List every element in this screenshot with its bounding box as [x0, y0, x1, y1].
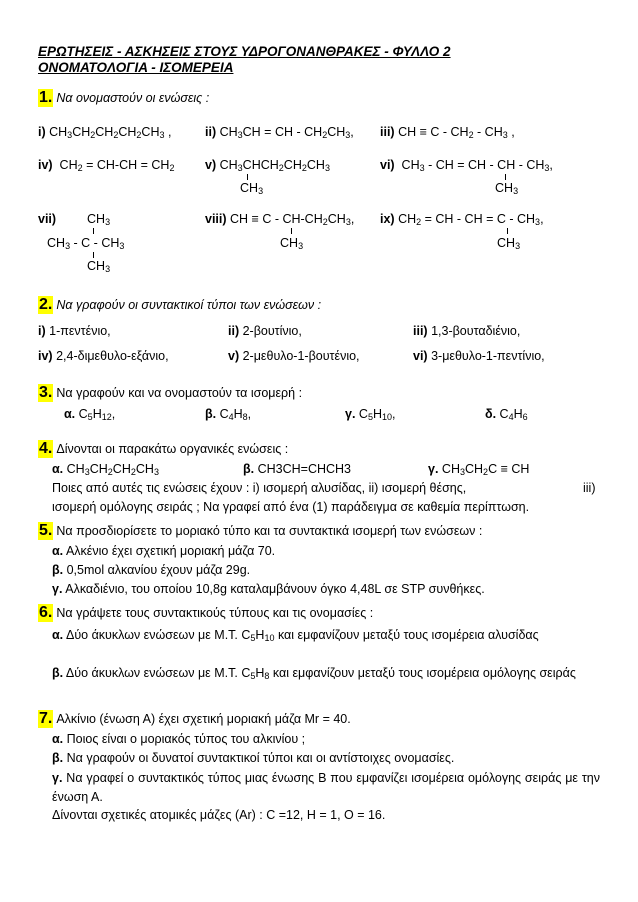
compound-iii: iii) CH ≡ C - $CH_2 - CH_3$ , — [380, 125, 515, 140]
question-text: ισομερή ομόλογης σειράς ; Να γραφεί από ένα (1) παράδειγμα σε καθεμία περίπτωση. — [52, 500, 530, 514]
list-item: β. 0,5mol αλκανίου έχουν μάζα 29g. — [52, 563, 251, 577]
bond-line — [93, 228, 94, 234]
list-item: α. $CH_3CH_2CH_2CH_3$ — [52, 462, 159, 477]
bond-line — [93, 252, 94, 258]
bond-line — [505, 174, 506, 180]
question-prompt: Δίνονται οι παρακάτω οργανικές ενώσεις : — [56, 442, 289, 456]
question-6b: β. Δύο άκυκλων ενώσεων με Μ.Τ. $C_5H_8$ και εμφανίζουν μεταξύ τους ισομέρεια ομόλογης σειράς — [52, 666, 576, 681]
question-4 — [38, 440, 288, 458]
bond-line — [507, 228, 508, 234]
title-line-1: ΕΡΩΤΗΣΕΙΣ - ΑΣΚΗΣΕΙΣ ΣΤΟΥΣ ΥΔΡΟΓΟΝΑΝΘΡΑΚΕΣ - ΦΥΛΛΟ 2 — [38, 44, 451, 59]
question-prompt: Να προσδιορίσετε το μοριακό τύπο και τα συντακτικά ισομερή των ενώσεων : — [56, 524, 483, 538]
question-5 — [38, 522, 482, 540]
list-item: v) 2-μεθυλο-1-βουτένιο, — [228, 349, 360, 363]
list-item: γ. $CH_3CH_2C$ ≡ CH — [428, 462, 530, 477]
compound-viii: viii) CH ≡ C - $CH-CH_2CH_3$, — [205, 212, 355, 227]
question-7 — [38, 710, 351, 728]
question-number: 7. — [39, 710, 53, 727]
bond-line — [291, 228, 292, 234]
list-item: β. $C_4H_8$, — [205, 407, 252, 422]
methyl-branch: $CH_3$ — [280, 236, 304, 251]
question-prompt: Αλκίνιο (ένωση Α) έχει σχετική μοριακή μάζα Mr = 40. — [56, 712, 351, 726]
list-item: α. $C_5H_{12}$, — [64, 407, 116, 422]
question-6a: α. Δύο άκυκλων ενώσεων με Μ.Τ. $C_5H_{10}$ και εμφανίζουν μεταξύ τους ισομέρεια αλυσίδας — [52, 628, 539, 643]
compound-v: v) $CH_3CHCH_2CH_2CH_3$ — [205, 158, 330, 173]
question-prompt: Να γραφούν οι συντακτικοί τύποι των ενώσεων : — [56, 298, 322, 312]
list-item: iii) 1,3-βουταδιένιο, — [413, 324, 521, 338]
question-1 — [38, 89, 209, 107]
question-number: 2. — [39, 296, 53, 313]
compound-vi: vi) $CH_3$ - CH = CH - CH - $CH_3$, — [380, 158, 553, 173]
list-item: β. Να γραφούν οι δυνατοί συντακτικοί τύποι και οι αντίστοιχες ονομασίες. — [52, 751, 455, 765]
compound-ii: ii) $CH_3CH$ = CH - $CH_2CH_3$, — [205, 125, 354, 140]
list-item: ii) 2-βουτίνιο, — [228, 324, 302, 338]
list-item: δ. $C_4H_6$ — [485, 407, 528, 422]
question-6 — [38, 604, 373, 622]
methyl-branch: $CH_3$ — [497, 236, 521, 251]
question-text: iii) — [583, 481, 596, 495]
compound-ix: ix) $CH_2$ = CH - CH = C - $CH_3$, — [380, 212, 544, 227]
list-item: vi) 3-μεθυλο-1-πεντίνιο, — [413, 349, 545, 363]
methyl-branch: $CH_3$ — [87, 259, 111, 274]
list-item: γ. $C_5H_{10}$, — [345, 407, 396, 422]
methyl-branch: $CH_3$ — [87, 212, 111, 227]
question-number: 3. — [39, 384, 53, 401]
question-number: 4. — [39, 440, 53, 457]
list-item: β. CH3CH=CHCH3 — [243, 462, 352, 476]
question-prompt: Να γράψετε τους συντακτικούς τύπους και τις ονομασίες : — [56, 606, 374, 620]
compound-i: i) $CH_3CH_2CH_2CH_2CH_3$ , — [38, 125, 172, 140]
question-number: 5. — [39, 522, 53, 539]
question-prompt: Να ονομαστούν οι ενώσεις : — [56, 91, 210, 105]
list-item: γ. Να γραφεί ο συντακτικός τύπος μιας ένωσης Β που εμφανίζει ισομέρεια ομόλογης σειράς με την ένωση Α. — [52, 771, 600, 804]
list-item: α. Αλκένιο έχει σχετική μοριακή μάζα 70. — [52, 544, 276, 558]
compound-vii: $CH_3$ - C - $CH_3$ — [47, 236, 125, 251]
question-2 — [38, 296, 321, 314]
compound-iv: iv) $CH_2 = CH-CH = CH_2$ — [38, 158, 175, 173]
list-item: iv) 2,4-διμεθυλο-εξάνιο, — [38, 349, 169, 363]
question-text: Ποιες από αυτές τις ενώσεις έχουν : i) ισομερή αλυσίδας, ii) ισομερή θέσης, — [52, 481, 467, 495]
bond-line — [247, 174, 248, 180]
methyl-branch: $CH_3$ — [240, 181, 264, 196]
list-item: α. Ποιος είναι ο μοριακός τύπος του αλκινίου ; — [52, 732, 306, 746]
list-item: i) 1-πεντένιο, — [38, 324, 111, 338]
question-number: 6. — [39, 604, 53, 621]
question-3 — [38, 384, 302, 402]
list-item: γ. Αλκαδιένιο, του οποίου 10,8g καταλαμβάνουν όγκο 4,48L σε STP συνθήκες. — [52, 582, 485, 596]
methyl-branch: $CH_3$ — [495, 181, 519, 196]
given-data: Δίνονται σχετικές ατομικές μάζες (Ar) : C =12, H = 1, O = 16. — [52, 808, 386, 822]
question-number: 1. — [39, 89, 53, 106]
title-line-2: ΟΝΟΜΑΤΟΛΟΓΙΑ - ΙΣΟΜΕΡΕΙΑ — [38, 60, 234, 75]
compound-vii-label: vii) — [38, 212, 57, 226]
question-prompt: Να γραφούν και να ονομαστούν τα ισομερή : — [56, 386, 303, 400]
